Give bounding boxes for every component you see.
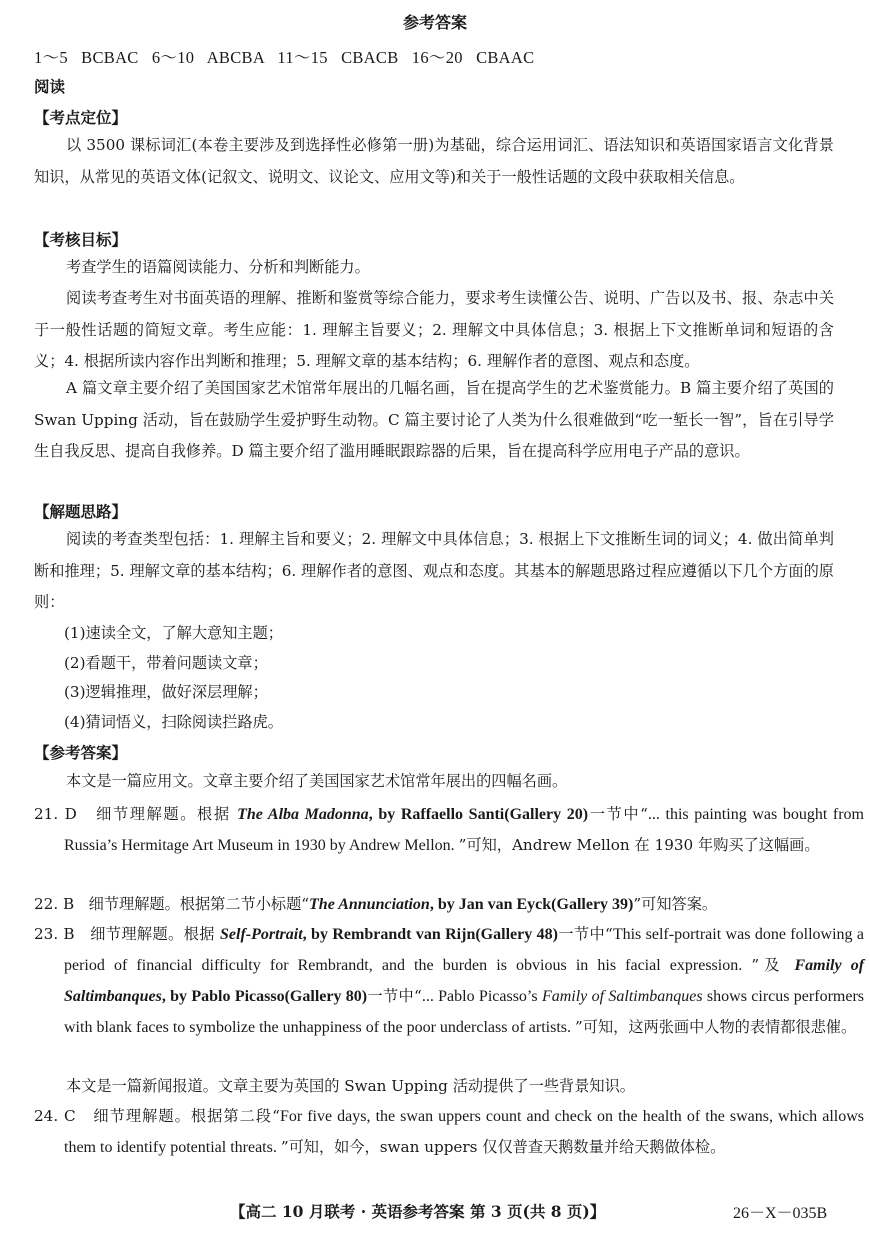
intro-passage-b: 本文是一篇新闻报道。文章主要为英国的 Swan Upping 活动提供了一些背景知识。 — [66, 1077, 635, 1095]
kaodian-heading: 【考点定位】 — [34, 108, 128, 127]
kaohe-heading: 【考核目标】 — [34, 230, 128, 249]
kaohe-paragraph-3: A 篇文章主要介绍了美国国家艺术馆常年展出的几幅名画，旨在提高学生的艺术鉴赏能力。B 篇主要介绍了英国的 Swan Upping 活动，旨在鼓励学生爱护野生动物。C 篇主要讨论了人类为什么很难做到“吃一堑长一智”，旨在引导学生自我反思、提高自我修养。D 篇主要介绍了滥用睡眠跟踪器的后果，旨在提高科学应用电子产品的意识。 — [34, 379, 834, 460]
painting-title: Self-Portrait — [220, 926, 303, 943]
jieti-item: (4)猜词悟义，扫除阅读拦路虎。 — [64, 713, 283, 731]
intro-passage-a: 本文是一篇应用文。文章主要介绍了美国国家艺术馆常年展出的四幅名画。 — [66, 772, 568, 790]
painting-title: The Annunciation — [309, 896, 430, 913]
kaodian-paragraph: 以 3500 课标词汇(本卷主要涉及到选择性必修第一册)为基础，综合运用词汇、语法知识和英语国家语言文化背景知识，从常见的英语文体(记叙文、说明文、议论文、应用文等)和关于一般性话题的文段中获取相关信息。 — [34, 136, 834, 186]
answer-number: 22. B — [34, 895, 75, 913]
cankao-heading: 【参考答案】 — [34, 743, 128, 762]
answer-item-22: 22. B 细节理解题。根据第二节小标题“The Annunciation, by Jan van Eyck(Gallery 39)”可知答案。 — [34, 895, 718, 913]
answer-item-24: 24. C 细节理解题。根据第二段“For five days, the swan uppers count and check on the health of the swans, which allows them to identify potential threats. ”可知，如今，swan uppers 仅仅普查天鹅数量并给天鹅做体检。 — [34, 1107, 864, 1156]
footer-exam-info: 【高二 10 月联考 · 英语参考答案 第 3 页(共 8 页)】 — [230, 1202, 606, 1221]
kaohe-paragraph-2: 阅读考查考生对书面英语的理解、推断和鉴赏等综合能力，要求考生读懂公告、说明、广告以及书、报、杂志中关于一般性话题的简短文章。考生应能：1. 理解主旨要义；2. 理解文中具体信息；3. 根据上下文推断单词和短语的含义；4. 根据所读内容作出判断和推理；5. 理解文章的基本结构；6. 理解作者的意图、观点和态度。 — [34, 289, 834, 370]
jieti-item: (2)看题干，带着问题读文章； — [64, 654, 268, 672]
jieti-item: (3)逻辑推理，做好深层理解； — [64, 683, 268, 701]
footer-code: 26－X－035B — [733, 1205, 828, 1222]
jieti-paragraph: 阅读的考查类型包括：1. 理解主旨和要义；2. 理解文中具体信息；3. 根据上下文推断生词的词义；4. 做出简单判断和推理；5. 理解文章的基本结构；6. 理解作者的意图、观点和态度。其基本的解题思路过程应遵循以下几个方面的原则： — [34, 530, 834, 611]
answer-number: 21. D — [34, 805, 77, 823]
answer-item-23: 23. B 细节理解题。根据 Self-Portrait, by Rembrandt van Rijn(Gallery 48)一节中“This self-portrait was done following a period of financial difficulty for Rembrandt, and the burden is obvious in his facial expression. ”及 Family of Saltimbanques, by Pablo Picasso(Gallery 80)一节中“... Pablo Picasso’s Family of Saltimbanques shows circus performers with blank faces to symbolize the unhappiness of the poor underclass of artists. ”可知，这两张画中人物的表情都很悲催。 — [34, 925, 865, 1036]
section-reading-heading: 阅读 — [34, 77, 66, 96]
answer-key-line: 1～5 BCBAC 6～10 ABCBA 11～15 CBACB 16～20 CBAAC — [34, 48, 535, 67]
answer-number: 23. B — [34, 925, 75, 943]
jieti-item: (1)速读全文，了解大意知主题； — [64, 624, 283, 642]
jieti-heading: 【解题思路】 — [34, 502, 128, 521]
painting-title: Family of Saltimbanques — [64, 957, 865, 1005]
kaohe-paragraph-1: 考查学生的语篇阅读能力、分析和判断能力。 — [66, 258, 370, 276]
answer-item-21: 21. D 细节理解题。根据 The Alba Madonna, by Raffaello Santi(Gallery 20)一节中“... this painting was bought from Russia’s Hermitage Art Museum in 1930 by Andrew Mellon. ”可知，Andrew Mellon 在 1930 年购买了这幅画。 — [34, 805, 864, 854]
answer-number: 24. C — [34, 1107, 76, 1125]
painting-title: The Alba Madonna — [237, 806, 369, 823]
page-title: 参考答案 — [402, 13, 467, 32]
